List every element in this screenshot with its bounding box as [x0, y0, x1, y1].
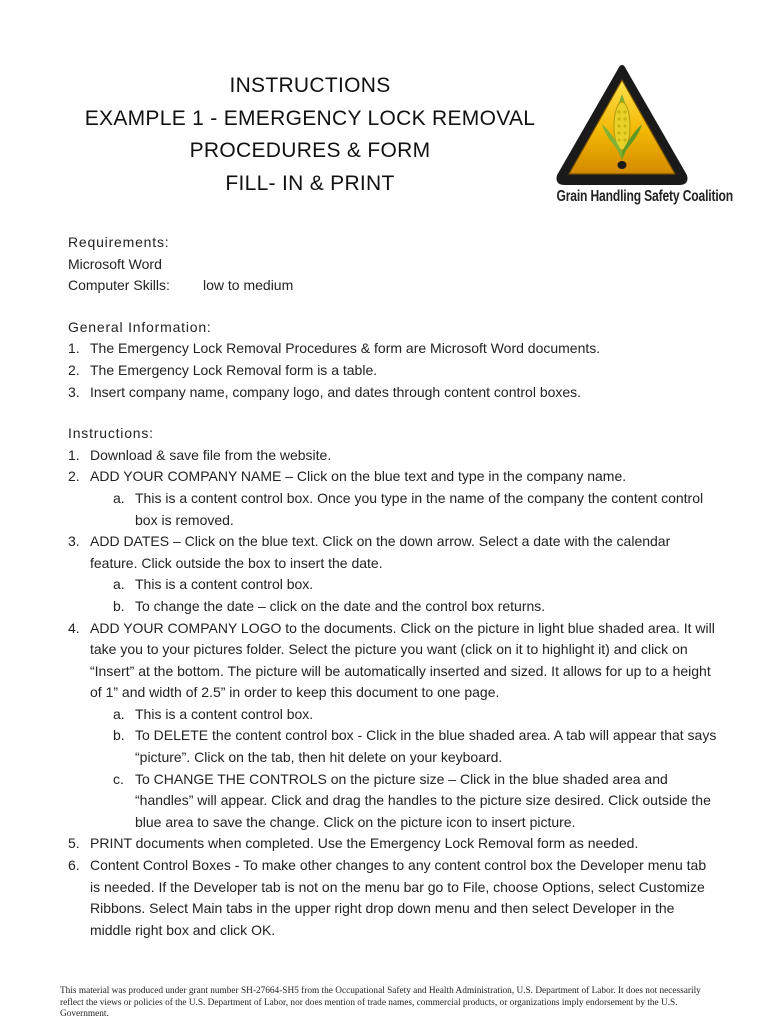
instructions-list [68, 445, 718, 942]
sub-list-letter: c. [113, 770, 124, 787]
sub-list-letter: a. [113, 576, 125, 593]
list-number: 4. [68, 619, 80, 636]
logo-text: Grain Handling Safety Coalition [556, 188, 734, 205]
sub-list [90, 488, 718, 531]
sub-list-item [90, 574, 718, 596]
title-line-4: FILL- IN & PRINT [225, 171, 395, 195]
list-item [68, 833, 718, 855]
sub-list-letter: a. [113, 705, 125, 722]
grain-handling-safety-coalition-logo [538, 64, 734, 212]
general-list [68, 338, 718, 403]
sub-list-letter: b. [113, 727, 125, 744]
sub-list-text: This is a content control box. Once you type in the name of the company the content control box is removed. [135, 489, 704, 528]
list-item [68, 855, 718, 941]
list-item [68, 338, 718, 360]
list-number: 3. [68, 533, 80, 550]
list-number: 5. [68, 835, 80, 852]
list-text: Download & save file from the website. [90, 446, 332, 463]
list-number: 6. [68, 857, 80, 874]
list-number: 1. [68, 446, 80, 463]
sub-list [90, 574, 718, 617]
list-text: ADD DATES – Click on the blue text. Click on the down arrow. Select a date with the calendar feature. Click outside the box to insert the date. [90, 533, 671, 571]
list-number: 3. [68, 383, 80, 400]
skills-label: Computer Skills: [68, 277, 170, 294]
requirements-software: Microsoft Word [68, 255, 162, 272]
list-item [68, 618, 718, 834]
sub-list-text: To CHANGE THE CONTROLS on the picture size – Click in the blue shaded area and “handles” will appear. Click and drag the handles to the picture size desired. Click outside the blue area to save the change. Click on the picture icon to insert picture. [135, 770, 711, 830]
sub-list-item [90, 596, 718, 618]
list-item [68, 382, 718, 404]
list-item [68, 445, 718, 467]
sub-list-text: This is a content control box. [135, 705, 314, 722]
warning-sign-icon [556, 64, 688, 186]
sub-list-item [90, 704, 718, 726]
list-number: 2. [68, 361, 80, 378]
list-text: ADD YOUR COMPANY LOGO to the documents. Click on the picture in light blue shaded area. It will take you to your pictures folder. Select the picture you want (click on it to highlight it) and click on “Insert” at the bottom. The picture will be automatically inserted and sized. It allows for up to a height of 1” and width of 2.5” in order to keep this document to one page. [90, 619, 715, 701]
list-text: The Emergency Lock Removal form is a table. [90, 361, 378, 378]
list-item [68, 360, 718, 382]
footer-disclaimer: This material was produced under grant number SH-27664-SH5 from the Occupational Safety and Health Administration, U.S. Department of Labor. It does not necessarily reflect the views or policies of the U.S. Department of Labor, nor does mention of trade names, commercial products, or organizations imply endorsement by the U.S. Government. [60, 986, 701, 1020]
document-body [68, 232, 718, 941]
list-item [68, 466, 718, 531]
list-text: ADD YOUR COMPANY NAME – Click on the blue text and type in the company name. [90, 468, 627, 485]
sub-list [90, 704, 718, 834]
document-title [60, 70, 560, 200]
list-number: 2. [68, 468, 80, 485]
general-heading: General Information: [68, 318, 212, 335]
sub-list-item [90, 769, 718, 834]
sub-list-item [90, 488, 718, 531]
title-line-2: EXAMPLE 1 - EMERGENCY LOCK REMOVAL [84, 106, 536, 130]
skills-value: low to medium [203, 277, 294, 294]
list-text: PRINT documents when completed. Use the Emergency Lock Removal form as needed. [90, 835, 639, 852]
list-item [68, 531, 718, 617]
title-line-3: PROCEDURES & FORM [189, 139, 431, 162]
sub-list-letter: b. [113, 597, 125, 614]
requirements-skills [68, 275, 718, 297]
list-text: Insert company name, company logo, and dates through content control boxes. [90, 383, 582, 400]
sub-list-item [90, 725, 718, 768]
title-line-1: INSTRUCTIONS [229, 74, 391, 97]
list-text: The Emergency Lock Removal Procedures & form are Microsoft Word documents. [90, 340, 601, 357]
sub-list-text: To change the date – click on the date and the control box returns. [135, 597, 546, 614]
list-text: Content Control Boxes - To make other changes to any content control box the Developer menu tab is needed. If the Developer tab is not on the menu bar go to File, choose Options, select Customize Ribbons. Select Main tabs in the upper right drop down menu and then select Developer in the middle right box and click OK. [90, 857, 707, 938]
requirements-heading: Requirements: [68, 234, 170, 250]
instructions-heading: Instructions: [68, 425, 154, 442]
list-number: 1. [68, 340, 80, 357]
sub-list-letter: a. [113, 489, 125, 506]
sub-list-text: To DELETE the content control box - Click in the blue shaded area. A tab will appear that says “picture”. Click on the tab, then hit delete on your keyboard. [135, 727, 717, 766]
sub-list-text: This is a content control box. [135, 576, 314, 593]
